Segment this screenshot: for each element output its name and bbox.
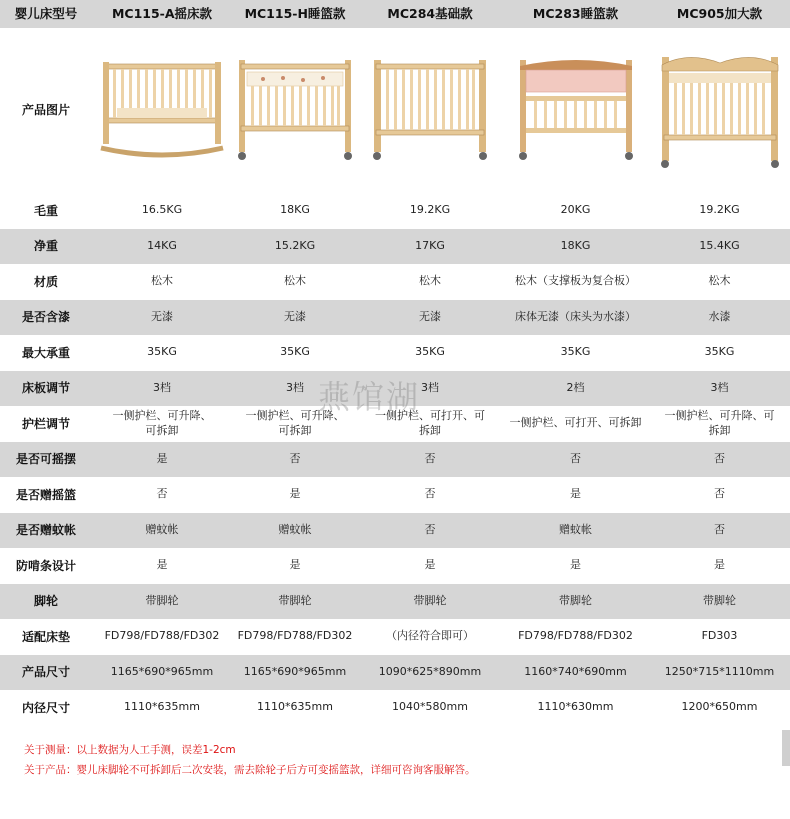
row-label: 脚轮 [0,584,92,620]
row-label: 防啃条设计 [15,558,76,573]
cell: 无漆 [232,300,358,336]
cell: 3档 [649,371,790,407]
cell: 1110*630mm [537,700,614,714]
cell: 是 [92,442,232,478]
cell: 3档 [232,371,358,407]
cell: 1160*740*690mm [502,655,649,691]
watermark: 燕馆湖 [318,378,421,416]
product-image-mc115a [92,28,232,193]
cell: FD798/FD788/FD302 [237,629,353,643]
cell: 是 [424,558,436,572]
row-rocking [0,442,790,478]
cell: 是 [289,487,301,501]
cell: FD798/FD788/FD302 [518,629,633,643]
note-measurement: 关于测量：以上数据为人工手测，误差1-2cm [24,744,236,756]
cell: 带脚轮 [649,584,790,620]
row-material [0,264,790,300]
cell: 35KG [280,345,310,359]
row-casters [0,584,790,620]
cell: 18KG [280,203,310,217]
image-row-label: 产品图片 [21,103,70,118]
cell: 无漆 [92,300,232,336]
cell: 19.2KG [699,203,740,217]
row-label: 材质 [33,274,58,289]
cell: 带脚轮 [232,584,358,620]
row-max-load [0,335,790,371]
cell: 14KG [92,229,232,265]
cell: 赠蚊帐 [232,513,358,549]
model-name: MC115-A摇床款 [92,0,232,28]
cell: 是 [289,558,301,572]
cell: 3档 [92,371,232,407]
scroll-tab[interactable] [782,730,790,766]
cell: 床体无漆（床头为水漆） [502,300,649,336]
crib-pink-bassinet-image [514,56,638,166]
cell: 松木 [284,274,306,288]
cell: 1040*580mm [392,700,468,714]
row-mattress [0,619,790,655]
cell: 16.5KG [141,203,183,217]
cell: 带脚轮 [358,584,502,620]
cell: 带脚轮 [502,584,649,620]
row-paint [0,300,790,336]
cell: 水漆 [649,300,790,336]
row-product-size [0,655,790,691]
cell: 35KG [704,345,735,359]
cell: 一侧护栏、可打开、可拆卸 [375,408,485,437]
product-image-row [0,28,790,193]
row-label: 净重 [0,229,92,265]
cell: 否 [502,442,649,478]
row-label: 毛重 [33,203,58,218]
cell: 一侧护栏、可升降、可拆卸 [245,408,345,437]
cell: 赠蚊帐 [92,513,232,549]
cell: 17KG [358,229,502,265]
product-image-mc905 [649,28,790,193]
row-label: 是否赠摇篮 [15,487,76,502]
header-label: 婴儿床型号 [0,0,92,28]
cell: 是 [570,558,581,572]
product-image-mc283 [502,28,649,193]
cell: 否 [424,487,436,501]
product-image-mc284 [358,28,502,193]
notes [24,740,476,780]
cell: 35KG [415,345,445,359]
cell: （内径符合即可） [386,629,474,643]
cell: 3档 [358,371,502,407]
cell: 1110*635mm [124,700,200,714]
cell: 20KG [560,203,591,217]
crib-basic-image [368,56,492,166]
cell: 是 [570,487,581,501]
cell: 赠蚊帐 [502,513,649,549]
cell: 是 [156,558,168,572]
cell: 35KG [560,345,591,359]
cell: 否 [232,442,358,478]
row-gross-weight [0,193,790,229]
cell: 一侧护栏、可升降、可拆卸 [664,408,775,437]
cell: 否 [156,487,168,501]
row-mosquito-net [0,513,790,549]
cell: 松木（支撑板为复合板） [515,274,636,288]
cell: 1110*635mm [257,700,333,714]
model-name: MC284基础款 [358,0,502,28]
cell: 否 [649,513,790,549]
row-label: 内径尺寸 [21,700,70,715]
row-board-adjust [0,371,790,407]
cell: 是 [714,558,725,572]
cell: 一侧护栏、可升降、可拆卸 [112,408,212,437]
cell: 1200*650mm [681,700,758,714]
cell: 否 [649,442,790,478]
cell: 松木 [151,274,173,288]
row-net-weight [0,229,790,265]
model-name: MC905加大款 [649,0,790,28]
row-bassinet [0,477,790,513]
cell: 2档 [502,371,649,407]
cell: 19.2KG [409,203,451,217]
cell: 35KG [147,345,177,359]
cell: 1090*625*890mm [358,655,502,691]
cell: 一侧护栏、可打开、可拆卸 [509,416,642,430]
cell: 带脚轮 [92,584,232,620]
cell: 1165*690*965mm [232,655,358,691]
cell: 否 [358,513,502,549]
cell: FD798/FD788/FD302 [104,629,220,643]
row-label: 最大承重 [21,345,70,360]
cell: FD303 [701,629,738,643]
cell: 否 [358,442,502,478]
cell: 1250*715*1110mm [649,655,790,691]
cell: 松木 [419,274,441,288]
row-label: 床板调节 [0,371,92,407]
row-label: 是否可摇摆 [0,442,92,478]
cell: 15.2KG [232,229,358,265]
row-label: 护栏调节 [21,416,70,431]
row-inner-size [0,690,790,726]
row-label: 适配床垫 [21,629,70,644]
cell: 无漆 [358,300,502,336]
product-image-mc115h [232,28,358,193]
row-rail-adjust [0,406,790,442]
cell: 15.4KG [649,229,790,265]
row-label: 是否赠蚊帐 [0,513,92,549]
cell: 1165*690*965mm [92,655,232,691]
model-name: MC115-H睡篮款 [232,0,358,28]
note-product: 关于产品：婴儿床脚轮不可拆卸后二次安装，需去除轮子后方可变摇篮款，详细可咨询客服解答。 [24,764,476,776]
model-name: MC283睡篮款 [502,0,649,28]
crib-large-image [658,51,782,171]
cell: 松木 [708,274,731,288]
row-label: 产品尺寸 [0,655,92,691]
crib-rocker-image [97,56,227,166]
crib-bassinet-image [233,56,357,166]
cell: 否 [714,487,725,501]
header-row [0,0,790,28]
row-anti-bite [0,548,790,584]
row-label: 是否含漆 [0,300,92,336]
cell: 18KG [502,229,649,265]
